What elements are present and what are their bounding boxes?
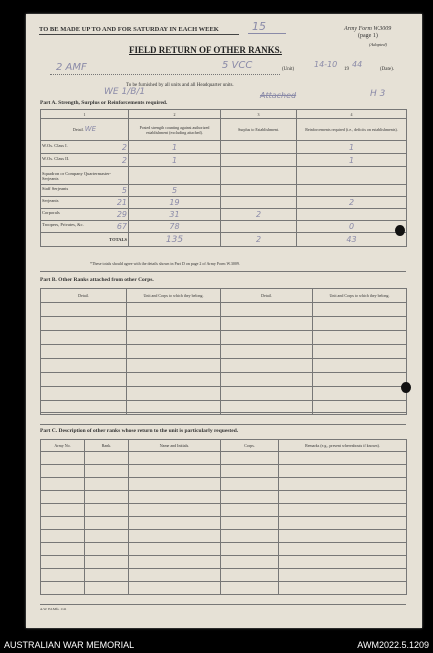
row-label [41, 221, 129, 233]
table-row [41, 303, 407, 317]
col-number: 3 [221, 110, 297, 119]
part-c-title: Part C. Description of other ranks whose return to the unit is particularly requested. [40, 428, 239, 434]
table-cell [41, 317, 127, 331]
form-page [26, 14, 422, 628]
surplus-value [221, 197, 297, 209]
table-cell [85, 582, 129, 595]
table-cell [129, 465, 221, 478]
table-cell [129, 530, 221, 543]
week-handwritten: 15 [252, 20, 266, 33]
table-row [41, 185, 407, 197]
table-cell [41, 504, 85, 517]
part-c-header: Name and Initials. [129, 440, 221, 452]
table-cell [85, 465, 129, 478]
reinf-value: 2 [297, 197, 407, 209]
col-header-detail [41, 119, 129, 141]
table-cell [221, 530, 279, 543]
part-c-header: Rank. [85, 440, 129, 452]
table-cell [85, 504, 129, 517]
posted-value: 1 [129, 141, 221, 154]
table-row [41, 345, 407, 359]
table-cell [221, 465, 279, 478]
instruction-underline [39, 34, 239, 35]
table-cell [279, 452, 407, 465]
table-cell [41, 556, 85, 569]
table-cell [279, 517, 407, 530]
row-we-handwritten: 29 [116, 210, 127, 219]
col-number-row [41, 110, 407, 119]
army-form-label: Army Form W.3009 [344, 26, 392, 32]
table-row [41, 387, 407, 401]
col-header-posted: Posted strength counting against authorized establishment (excluding attached). [129, 119, 221, 141]
totals-reinf: 43 [297, 233, 407, 247]
table-cell [41, 569, 85, 582]
table-row [41, 221, 407, 233]
row-label-text: W.Os. Class II. [42, 155, 70, 161]
table-cell [221, 504, 279, 517]
surplus-value: 2 [221, 209, 297, 221]
table-cell [127, 303, 221, 317]
table-cell [129, 569, 221, 582]
table-cell [41, 543, 85, 556]
unit-label: (Unit) [282, 67, 295, 72]
table-cell [279, 465, 407, 478]
table-cell [279, 478, 407, 491]
page-label: (page 1) [358, 33, 378, 39]
table-cell [85, 517, 129, 530]
table-cell [313, 373, 407, 387]
reinf-value [297, 185, 407, 197]
row-we-handwritten: 2 [121, 142, 127, 152]
footer-left: AUSTRALIAN WAR MEMORIAL [4, 640, 135, 650]
table-row [41, 530, 407, 543]
table-cell [221, 452, 279, 465]
posted-value: 31 [129, 209, 221, 221]
table-row [41, 543, 407, 556]
row-label [41, 209, 129, 221]
table-cell [41, 373, 127, 387]
posted-value: 5 [129, 185, 221, 197]
table-cell [313, 331, 407, 345]
table-cell [221, 359, 313, 373]
part-c-header-row [41, 440, 407, 452]
col-header-surplus: Surplus to Establishment. [221, 119, 297, 141]
row-label [41, 185, 129, 197]
row-label [41, 167, 129, 185]
part-b-divider [40, 412, 406, 413]
punch-hole [401, 382, 411, 393]
table-row [41, 167, 407, 185]
table-cell [279, 569, 407, 582]
posted-value: 19 [129, 197, 221, 209]
table-row [41, 452, 407, 465]
table-cell [129, 582, 221, 595]
reinf-value [297, 209, 407, 221]
handwritten-note-1: WE 1/B/1 [104, 87, 146, 97]
table-row [41, 582, 407, 595]
table-cell [41, 345, 127, 359]
surplus-value [221, 167, 297, 185]
table-cell [313, 317, 407, 331]
part-c-table [40, 439, 407, 595]
table-cell [279, 491, 407, 504]
table-cell [221, 517, 279, 530]
surplus-value [221, 221, 297, 233]
part-b-header: Unit and Corps to which they belong. [313, 289, 407, 303]
part-a-divider [40, 271, 406, 272]
row-label-text: W.Os. Class I. [42, 142, 68, 148]
table-cell [221, 478, 279, 491]
table-cell [127, 317, 221, 331]
adapted-label: (Adapted) [369, 42, 387, 47]
table-cell [221, 387, 313, 401]
posted-value [129, 167, 221, 185]
surplus-value [221, 185, 297, 197]
posted-value: 1 [129, 154, 221, 167]
table-cell [41, 303, 127, 317]
table-cell [41, 582, 85, 595]
part-b-header: Detail. [41, 289, 127, 303]
unit-code-handwritten: 5 VCC [222, 60, 253, 71]
table-cell [41, 478, 85, 491]
part-c-header: Remarks (e.g., present whereabouts if known). [279, 440, 407, 452]
table-row [41, 197, 407, 209]
furnished-text: To be furnished by all units and all Headquarter units. [126, 83, 234, 88]
table-cell [85, 543, 129, 556]
table-cell [127, 345, 221, 359]
surplus-value [221, 154, 297, 167]
table-cell [313, 387, 407, 401]
unit-handwritten: 2 AMF [56, 62, 87, 73]
year-prefix: 19 [344, 67, 349, 72]
table-cell [279, 543, 407, 556]
table-cell [85, 478, 129, 491]
instruction-text: TO BE MADE UP TO AND FOR SATURDAY IN EACH WEEK [39, 26, 219, 33]
print-code: A.W. Ed.Mfs. 1/41 [40, 607, 67, 611]
totals-posted: 135 [129, 233, 221, 247]
part-c-header: Army No. [41, 440, 85, 452]
table-cell [41, 491, 85, 504]
row-we-handwritten: 5 [121, 186, 127, 195]
table-cell [129, 517, 221, 530]
table-cell [41, 331, 127, 345]
reinf-value [297, 167, 407, 185]
row-label [41, 197, 129, 209]
table-cell [221, 331, 313, 345]
table-cell [279, 556, 407, 569]
table-cell [127, 387, 221, 401]
table-cell [221, 582, 279, 595]
punch-hole [395, 225, 405, 236]
table-cell [41, 387, 127, 401]
table-row [41, 504, 407, 517]
row-label-text: Squadron or Company Quartermaster-Serjeants [42, 170, 112, 181]
posted-value: 78 [129, 221, 221, 233]
row-label-text: Staff Serjeants [42, 186, 69, 191]
unit-line [50, 74, 280, 75]
table-cell [221, 317, 313, 331]
part-b-header: Detail. [221, 289, 313, 303]
detail-handwritten: WE [84, 125, 97, 133]
table-cell [85, 556, 129, 569]
date-handwritten: 14-10 [314, 60, 338, 69]
table-row [41, 556, 407, 569]
col-header-detail-text: Detail. [72, 127, 84, 132]
table-cell [221, 373, 313, 387]
table-cell [41, 359, 127, 373]
reinf-value: 1 [297, 141, 407, 154]
table-cell [221, 303, 313, 317]
part-a-table [40, 109, 407, 247]
table-row [41, 154, 407, 167]
table-row [41, 517, 407, 530]
table-cell [85, 452, 129, 465]
row-label-text: Serjeants [42, 198, 59, 203]
table-cell [129, 491, 221, 504]
row-we-handwritten: 21 [116, 198, 127, 207]
table-row [41, 209, 407, 221]
table-cell [313, 303, 407, 317]
handwritten-note-3: H 3 [370, 89, 386, 99]
week-underline [248, 33, 286, 34]
year-handwritten: 44 [352, 60, 363, 69]
date-label: (Date). [380, 67, 395, 72]
col-number: 1 [41, 110, 129, 119]
table-row [41, 491, 407, 504]
table-cell [221, 543, 279, 556]
part-b-header-row [41, 289, 407, 303]
table-row [41, 317, 407, 331]
row-label-text: Troopers, Privates, &c. [42, 222, 84, 227]
surplus-value [221, 141, 297, 154]
part-b-table [40, 288, 407, 415]
row-we-handwritten: 2 [121, 155, 127, 165]
table-cell [41, 530, 85, 543]
row-label [41, 154, 129, 167]
table-row [41, 331, 407, 345]
footer-right: AWM2022.5.1209 [357, 640, 429, 650]
part-c-bottom-divider [40, 604, 406, 605]
col-header-reinforcements: Reinforcements required (i.e., deficits on establishments). [297, 119, 407, 141]
table-cell [127, 331, 221, 345]
part-b-title: Part B. Other Ranks attached from other Corps. [40, 277, 154, 283]
handwritten-note-2: Attached [260, 91, 297, 100]
totals-note: *These totals should agree with the details shown in Part D on page 2 of Army Form W.3009. [90, 261, 240, 266]
table-cell [221, 569, 279, 582]
totals-surplus: 2 [221, 233, 297, 247]
row-label [41, 141, 129, 154]
table-cell [127, 359, 221, 373]
col-header-row [41, 119, 407, 141]
table-cell [279, 582, 407, 595]
table-row [41, 465, 407, 478]
col-number: 4 [297, 110, 407, 119]
table-cell [313, 345, 407, 359]
reinf-value: 0 [297, 221, 407, 233]
table-cell [129, 452, 221, 465]
table-cell [41, 452, 85, 465]
table-cell [85, 530, 129, 543]
table-cell [313, 359, 407, 373]
table-cell [129, 556, 221, 569]
col-number: 2 [129, 110, 221, 119]
form-title: FIELD RETURN OF OTHER RANKS. [129, 45, 282, 55]
part-c-header: Corps. [221, 440, 279, 452]
table-cell [221, 491, 279, 504]
table-row [41, 359, 407, 373]
part-c-top-divider [40, 424, 406, 425]
reinf-value: 1 [297, 154, 407, 167]
totals-label: TOTALS [41, 233, 129, 247]
part-a-title: Part A. Strength, Surplus or Reinforcements required. [40, 100, 168, 106]
table-row [41, 569, 407, 582]
table-cell [129, 478, 221, 491]
table-cell [85, 569, 129, 582]
part-b-header: Unit and Corps to which they belong. [127, 289, 221, 303]
table-row [41, 141, 407, 154]
table-cell [41, 517, 85, 530]
table-row [41, 478, 407, 491]
table-cell [85, 491, 129, 504]
table-row [41, 373, 407, 387]
totals-row [41, 233, 407, 247]
row-we-handwritten: 67 [116, 222, 127, 231]
table-cell [279, 504, 407, 517]
table-cell [41, 465, 85, 478]
table-cell [221, 345, 313, 359]
table-cell [129, 504, 221, 517]
table-cell [221, 556, 279, 569]
row-label-text: Corporals [42, 210, 60, 215]
table-cell [279, 530, 407, 543]
table-cell [129, 543, 221, 556]
table-cell [127, 373, 221, 387]
